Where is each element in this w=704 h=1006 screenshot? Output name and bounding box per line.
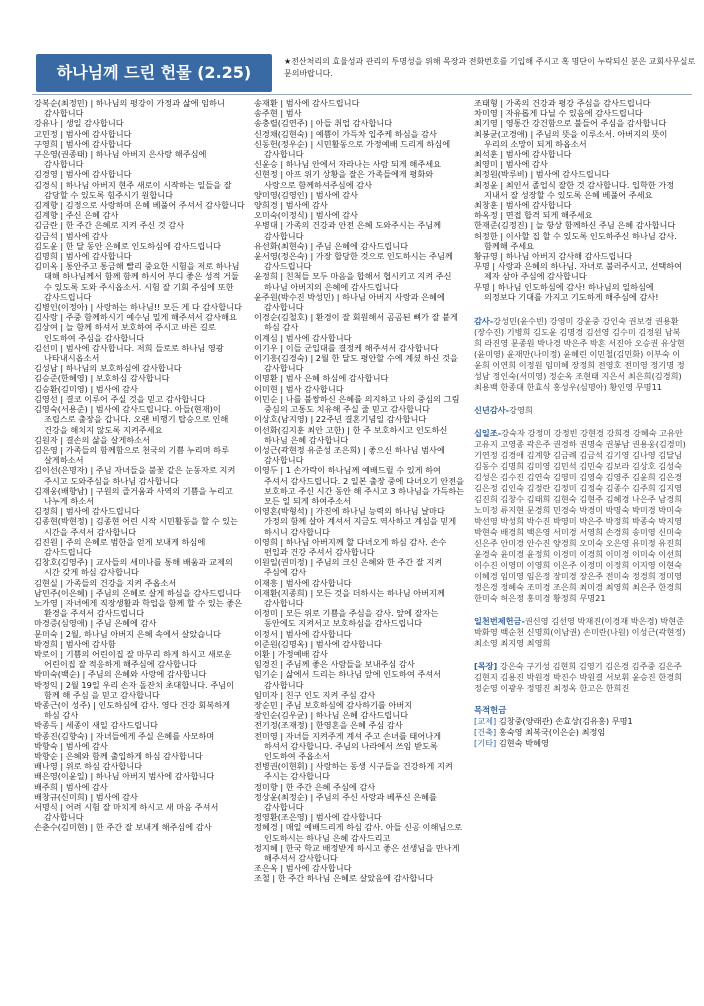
offering-entry: 강복순(최정민) | 하나님의 평강이 가정과 삶에 임하니 감사합니다 [34, 98, 225, 119]
offering-entry: 김상여 | 늘 함께 하셔서 보호하여 주시고 바른 길로 인도하여 주심을 감사합니다 [34, 322, 216, 343]
offering-entry: 최창훈 | 범사에 감사합니다 [474, 200, 572, 211]
offering-entry: 최기영 | 영통간 강건함으로 불들어 주심을 감사합니다 [474, 118, 667, 129]
offering-entry: 차미영 | 자유롭게 다닐 수 있음에 감사드립니다 [474, 108, 643, 119]
offering-entry: 최석훈 | 범사에 감사합니다 [474, 149, 572, 160]
offering-column-2 [254, 98, 466, 998]
offering-entry: 최봉균(고경애) | 주님의 뜻을 이루소서. 아버지의 뜻이 우리의 소망이 되게 하옵소서 [474, 128, 668, 149]
purpose-row [474, 716, 686, 727]
offering-entry: 최정원(박루비) | 범사에 감사드립니다 [474, 169, 610, 180]
offering-entry: 이기흥(김경숙) | 2월 한 달도 평안할 수에 계셨 하신 것을 감사합니다 [254, 353, 458, 374]
offering-entry: 정상윤(최정순) | 주님의 주신 사랑과 베푸신 은혜를 감사합니다 [254, 791, 437, 813]
offering-entry: 신동헌(정우순) | 시민활동으로 가정예배 드리게 하심에 감사합니다 [254, 138, 451, 160]
header [32, 50, 696, 96]
offering-entry: 이영혼(박형석) | 가진에 하나님 능력의 하나님 날마다 가정의 함께 살아 계셔서 지금도 역사하고 계심을 믿게 하시니 감사합니다 [254, 506, 457, 537]
purpose-key: [건축] [474, 727, 497, 738]
offering-entry: 조은옥 | 범사에 감사합니다 [254, 863, 352, 874]
offering-entry: 배주희 | 범사에 감사 [34, 781, 108, 792]
section-body: 강은숙 구기성 김현희 김영기 김은경 김주중 김은주 김현지 김용진 박원경 박진수 박원결 서보휘 윤승진 한경희 정순영 이광우 정명진 최정옥 한고은 한희진 [474, 661, 683, 694]
offering-entry: 이재흥 | 범사에 감사합니다 [254, 577, 352, 588]
offering-entry: 박종근(이 성주) | 인도하심에 감사. 영다 건강 회복하게 하심 감사 [34, 699, 231, 721]
section-head: 일천번제헌금- [474, 616, 525, 627]
offering-entry: 이원일(권미정) | 주님의 크신 은혜와 한 주간 잘 지켜 주심에 감사 [254, 557, 443, 578]
offering-entry: 이영희 | 하나님 아버지께 할 다녀오게 하심 감사. 손수 편입과 건강 주셔서 감사합니다 [254, 536, 447, 557]
offering-entry: 윤주원(박수진 박성민) | 하나님 아버지 사랑과 은혜에 감사합니다 [254, 291, 445, 313]
offering-entry: 김미옥 | 통안주고 통금해 빨리 중요한 시험을 저로 하나님 대해 하나님께서 함께 함께 하시어 부디 좋은 성적 거둘 수 있도록 도와 주시옵소서. 시험 잘 기회 주심에 또한 감사드립니다 [34, 261, 240, 302]
offering-entry: 임기순 | 삶에서 드리는 하나님 앞에 인도하여 주셔서 감사합니다 [254, 669, 442, 690]
offering-entry: 정영환(조은영) | 범사에 감사합니다 [254, 812, 382, 823]
offering-entry: 전병권(이현휘) | 사랑하는 동생 시구들을 건강하게 지켜 주시는 감사합니다 [254, 761, 453, 782]
offering-entry: 배창규(신미희) | 범사에 감사 [34, 791, 138, 802]
section-head: 신년감사- [474, 405, 510, 416]
offering-entry: 최정윤 | 최인서 졸업식 잘한 것 감사합니다. 입학한 가정 지내서 잘 성장할 수 있도록 은혜 베풀어 주세요 [474, 179, 675, 200]
offering-entry: 이기우 | 이들 군입대를 결정케 해주셔서 감사합니다 [254, 342, 439, 353]
offering-entry: 김영선 | 결코 이루어 주실 것을 믿고 감사합니다 [34, 393, 206, 404]
offering-entry: 이상호(남지영) | 22주년 결혼기념일 감사합니다 [254, 414, 427, 425]
offering-entry: 이계심 | 범사에 감사합니다 [254, 332, 352, 343]
offering-entry: 김이선(은명자) | 주님 자녀들을 불꽃 같은 눈동자로 지켜 주시고 도와주심을 하나님 감사합니다 [34, 465, 236, 486]
offering-entry: 우병대 | 가족의 건강과 안전 은혜 도와주시는 주님께 감사합니다 [254, 220, 442, 241]
offering-entry: 김계향 | 김정으로 사랑하며 은혜 베풀어 주셔서 감사합니다 [34, 200, 245, 211]
offering-entry: 문미숙 | 2월, 하나님 아버지 은혜 속에서 살았습니다 [34, 628, 221, 639]
offering-entry: 김창호(김영주) | 교사들의 세미나를 통해 배움과 교제의 시간 갖게 하심 감사합니다 [34, 557, 233, 578]
purpose-value: 김현숙 박혜영 [498, 738, 549, 749]
offering-entry: 이정서 | 범사에 감사합니다 [254, 628, 352, 639]
offering-entry: 이재환(지종희) | 모든 것을 더하시는 하나님 아버지께 감사합니다 [254, 587, 445, 608]
offering-entry: 박향순 | 은혜와 함께 출입하게 하심 감사합니다 [34, 751, 203, 761]
offering-column-3 [474, 98, 686, 998]
offering-entry: 노가영 | 자녀에게 직장생활과 학업을 함께 할 수 있는 좋은 환경을 주셔서 감사드립니다 [34, 597, 243, 619]
offering-entry: 이경순(김철호) | 환경이 잘 회원해서 곰곰된 뼈가 잘 붙게 하심 감사 [254, 312, 458, 333]
offering-entry: 양미영(김영인) | 범사에 감사 [254, 189, 358, 200]
offering-entry: 김정희 | 범사에 감사드립니다 [34, 506, 140, 517]
offering-entry: 김선미 | 범사에 감사합니다. 저희 들로로 하나님 영광 나타내시옵소서 [34, 342, 224, 364]
offering-entry: 김승준(한혜영) | 보호하심 감사합니다 [34, 373, 170, 384]
offering-entry: 김은영 | 가족들의 함께함으로 천국의 기쁨 누리며 하루 살게하소서 [34, 444, 229, 466]
offering-entry: 박정익 | 2월 19일 우리 손자 돌잔치 초대합니다. 주님이 함께 해 주심 을 믿고 감사합니다 [34, 679, 234, 700]
offering-entry: 한재준(김정진) | 늘 항상 함께하신 주님 은혜 감사합니다 [474, 220, 676, 231]
offering-entry: 윤서영(정은숙) | 가장 합당한 것으로 인도하시는 주님께 감사드립니다 [254, 251, 453, 272]
offering-entry: 김명희 | 범사에 감사합니다 [34, 251, 132, 262]
offering-entry: 황규영 | 하나님 아버지 감사해 감사드립니다 [474, 251, 633, 262]
purpose-key: [기타] [474, 738, 497, 749]
offering-entry: 이환 | 가정예배 감사 [254, 648, 328, 659]
offering-entry: 김계향 | 주신 은혜 감사 [34, 210, 119, 221]
page-title: 하나님께 드린 헌물 (2.25) [36, 54, 272, 92]
offering-entry: 박로이 | 기쁨의 어린이집 잘 마무리 하게 하시고 새로운 어린이집 잘 적응하게 해주심에 감사합니다 [34, 648, 232, 670]
offering-entry: 조철 | 한 주간 하나님 은혜로 살았음에 감사합니다 [254, 873, 434, 884]
offering-entry: 이준원(김명옥) | 범사에 감사합니다 [254, 638, 382, 649]
section-cell [474, 661, 686, 694]
purpose-row [474, 727, 686, 738]
offering-entry: 김병인(이정아) | 사랑하는 하나님!! 모든 게 다 감사합니다 [34, 302, 242, 313]
offering-entry: 고민정 | 범사에 감사합니다 [34, 128, 132, 139]
offering-entry: 김재웅(배향남) | 구원의 즐거움과 사역의 기쁨을 누리고 나누게 하소서 [34, 485, 233, 506]
offering-entry: 장인순(김우균) | 하나님 은혜 감사드립니다 [254, 710, 409, 721]
section-newyear [474, 405, 686, 416]
notice-text: ★전산처리의 효율성과 관리의 투명성을 위해 목장과 전화번호를 기입해 주시고 혹 명단이 누락되신 분은 교회사무실로 문의바랍니다. [284, 57, 696, 78]
offering-entry: 김원자 | 결손의 삶을 살게하소서 [34, 434, 150, 445]
offering-entry: 박향숙 | 범사에 감사 [34, 740, 108, 751]
offering-entry: 송충렬(김연주) | 아들 취업 감사합니다 [254, 118, 393, 129]
section-head: 십일조- [474, 428, 502, 439]
section-body: 강숙자 강정미 강정빈 강현경 강희경 강혜숙 고유안 고유지 고영종 곽은주 권경하 권명숙 권봉남 권용웅(김경미) 기연정 김경애 김계향 김금례 김금석 김기영 김나영 김달님 김동수 김명희 김미영 김민석 김민숙 김보라 김상호 김성숙 김성은 김수진 김연숙 김영미 김영숙 김영주 김윤희 김은경 김은정 김인숙 김정란 김정미 김정숙 김종수 김주희 김지영 김진희 김창수 김태희 김현숙 김현주 김혜경 나은주 남경희 노미정 류지현 문경희 민경숙 박경미 박명숙 박미경 박미숙 박선영 박성희 박수진 박영미 박은주 박정희 박종숙 박지영 박현숙 배경희 백은영 서미경 서영희 손경희 송미영 신미숙 신은주 안미경 안수진 양경희 오미숙 오은영 유미정 유진희 윤경숙 윤미경 윤정희 이경미 이경희 이미경 이미숙 이선희 이수진 이영미 이영희 이은주 이정미 이정희 이지영 이현숙 이혜경 임미영 임은정 장미경 장은주 전미숙 정경희 정미영 정은경 정혜숙 조미경 조은희 최미경 최영희 최은주 한경희 한미숙 허은정 홍미경 황정희 무명21 [474, 428, 686, 604]
offering-entry: 구은영(권종태) | 하나님 아버지 은사랑 해주심에 감사합니다 [34, 149, 207, 170]
offering-entry: 김진원 | 주의 은혜로 범한을 얻게 보내게 하심에 감사드립니다 [34, 536, 206, 557]
offering-entry: 정미향 | 한 주간 은혜 주심에 감사 [254, 781, 376, 792]
offering-entry: 김도윤 | 한 달 동안 은혜로 인도하심에 감사드립니다 [34, 240, 222, 251]
section-body: 권신영 김선영 박재진(이경재 박은경) 박현준 박화영 백순천 신명희(이남권) 손미란(나원) 이성근(곽현정) 최소영 최지영 최영희 [474, 616, 686, 649]
section-body: 강성민(윤수빈) 강영미 강윤중 강인숙 권보경 권용환(장수진) 기병희 김도윤 김명경 김선영 김수미 김정원 남복희 라진영 문종원 박나경 박은주 박혼 서진아 오승권 유상현(윤미영) 윤재만(나미정) 윤혜린 이민철(김민화) 이부숙 이윤희 이연희 이정원 임미혜 장정희 전영호 전미영 정기명 정성남 정인숙(서미영) 정순옥 조현태 지은서 최은희(김경희) 최용백 한종대 한효식 홍성우(심명아) 황인영 무명11 [474, 316, 685, 393]
offering-entry: 이영두 | 1 손가락이 하나님께 예배드릴 수 있게 하여 주셔서 감사드립니다. 2 일본 출장 중에 다녀오기 안전을 보호하고 주신 시간 동안 해 주시고 3 하나님을 가득하는 모든 일 되게 하여주소서 [254, 465, 465, 506]
offering-entry: 임미자 | 친구 인도 지켜 주심 감사 [254, 689, 376, 700]
offering-entry: 김금석 | 범사에 감사 [34, 230, 108, 241]
offering-entry: 이선화(김지훈 최안 고한) | 한 주 보호하시고 인도하신 하나님 은혜 감사합니다 [254, 424, 448, 445]
offering-entry: 신윤승 | 하나님 안에서 자라나는 사람 되게 해주세요 [254, 159, 442, 170]
offering-entry: 이민순 | 나를 불쌍하신 은혜를 의지하고 나의 중심의 그림 중심의 고통도 치유해 주실 줄 믿고 감사합니다 [254, 393, 460, 415]
offering-entry: 전기정(조재정) | 한영혼을 은혜 주심 감사 [254, 720, 403, 731]
offering-entry: 양희경 | 범사에 감사 [254, 200, 328, 211]
offering-entry: 박종득 | 세종이 새일 감사드립니다 [34, 720, 158, 731]
offering-column-1 [34, 98, 246, 998]
purpose-offering-title: 목적헌금 [474, 705, 507, 716]
section-1000 [474, 616, 686, 649]
offering-entry: 박미숙(백순) | 주님의 은혜와 사랑에 감사합니다 [34, 669, 207, 680]
offering-entry: 김승환(김미영) | 범사에 감사 [34, 383, 138, 394]
offering-entry: 송재환 | 범사에 감사드립니다 [254, 98, 360, 108]
offering-entry: 김금란 | 한 주간 은혜로 지켜 주신 것 감사 [34, 220, 185, 231]
section-thanks [474, 316, 686, 393]
offering-entry: 최영미 | 범사에 감사 [474, 159, 548, 170]
purpose-value: 홍숙영 최복국(이은순) 최정임 [498, 727, 606, 738]
offering-entry: 하옥정 | 면접 합격 되게 해주세요 [474, 210, 593, 221]
offering-entry: 김경식 | 하나님 아버지 현주 새로이 시작하는 일들을 잘 감당할 수 있도록 힘주시기 원합니다 [34, 179, 232, 200]
offering-entry: 임경진 | 주님께 좋은 사람들을 보내주심 감사 [254, 659, 415, 670]
offering-entry: 정지혜 | 한국 학교 배정받게 하시고 좋은 선생님을 만나게 해주셔서 감사합니다 [254, 842, 460, 864]
offering-entry: 이미현 | 범사 감사합니다 [254, 383, 344, 394]
offering-entry: 전미영 | 자녀들 지켜주게 계셔 주고 손녀를 태어나게 하셔서 감사합니다. 주님의 나라에서 쓰임 받도록 인도하여 주옵소서 [254, 730, 442, 761]
offering-entry: 남민주(이은혜) | 주님의 은혜로 살게 하심을 감사드립니다 [34, 587, 241, 598]
offering-entry: 박종진(김향숙) | 자녀들에게 주실 은혜를 사모하며 [34, 730, 215, 741]
offering-entry: 구영희 | 범사에 감사합니다 [34, 138, 132, 149]
offering-entry: 배나영 | 위로 하심 감사합니다 [34, 761, 143, 772]
offering-entry: 정혜경 | 매일 예배드리게 하심 감사. 아들 신공 이해님으로 인도하시는 하나님 은혜 감사드리고 [254, 822, 463, 843]
purpose-row [474, 738, 686, 749]
offering-entry: 김성남 | 하나님의 보호하심에 감사합니다 [34, 363, 182, 374]
offering-entry: 윤정희 | 친척들 모두 마음을 합해서 협시키고 지켜 주신 하나님 아버지의 은혜에 감사드립니다 [254, 271, 452, 292]
purpose-value: 김창중(양래관) 손효상(김유홍) 무명1 [498, 716, 633, 727]
offering-entry: 김현실 | 가족들의 건강을 지켜 주옵소서 [34, 577, 177, 588]
offering-entry: 신현정 | 아프 위기 상황을 잘은 가족들에게 평화와 사랑으로 함께하셔주심에 감사 [254, 169, 434, 190]
offering-entry: 이명환 | 범사 은혜 하심에 감사합니다 [254, 373, 389, 384]
offering-entry: 신경채(김현숙) | 예쁨이 가득차 입주케 하심을 감사 [254, 128, 437, 139]
column-3-entries [474, 98, 686, 302]
offering-entry: 강유나 | 생일 감사합니다 [34, 118, 124, 129]
offering-entry: 오미숙(이정식) | 범사에 감사 [254, 210, 358, 221]
offering-entry: 장순민 | 주님 보호하심에 감사하기를 아버지 [254, 699, 413, 710]
offering-entry: 무명 | 사랑과 은혜의 하나님. 자녀로 불러주시고, 선택하여 제자 삼아 주심에 감사합니다 [474, 261, 683, 282]
offering-entry: 마경증(심영애) | 주님 은혜에 감사 [34, 618, 157, 629]
offering-entry: 배은영(이윤일) | 하나님 아버지 범사에 감사합니다 [34, 771, 215, 782]
offering-entry: 유선화(최현숙) | 주님 은혜에 감사드립니다 [254, 240, 409, 251]
offering-entry: 이정미 | 모든 위로 기쁨을 주심을 감사. 앞에 잘자는 동안에도 지켜서고 보호하심을 감사드립니다 [254, 608, 439, 629]
offering-entry: 송주현 | 범사 [254, 108, 302, 119]
offering-entry: 허정한 | 이사할 집 할 수 있도록 인도하주신 하나님 감사. 함께해 주세요 [474, 230, 677, 251]
section-head: 감사- [474, 316, 494, 327]
offering-entry: 김사랑 | 주중 함께하시기 예수님 밀게 해주셔서 감사해요 [34, 312, 237, 323]
offering-entry: 김종현(박현정) | 김종현 어린 시작 시민활동을 할 수 있는 시간을 주셔서 감사합니다 [34, 516, 238, 537]
offering-entry: 손춘수(김미현) | 한 주간 잘 보내게 해주심에 감사 [34, 822, 212, 833]
offering-entry: 무명 | 하나님 인도하심에 감사! 하나님의 일하심에 의정보다 기대를 가지고 기도하게 해주심에 감사! [474, 281, 659, 302]
offering-entry: 이성근(곽현정 유준성 조은희) | 좋으신 하나님 범사에 감사합니다 [254, 444, 445, 466]
offering-entry: 김경영 | 범사에 감사합니다 [34, 169, 132, 180]
offering-entry: 김영숙(서용준) | 범사에 감사드립니다. 아들(현재)이 조립스로 출장을 갑니다. 오랜 비행기 탑승으로 인해 건강을 해치지 않도록 지켜주세요 [34, 404, 229, 435]
section-head: [목장] [474, 661, 498, 672]
purpose-key: [교제] [474, 716, 497, 727]
offering-entry: 조태형 | 가족의 건강과 평강 주심을 감사드립니다 [474, 98, 651, 108]
section-tithe [474, 428, 686, 604]
offering-entry: 서명식 | 어려 시험 잘 마치게 하시고 새 마음 주셔서 감사합니다 [34, 802, 219, 823]
header-divider [32, 94, 692, 95]
section-body: 강영희 [509, 405, 533, 416]
offering-entry: 박경희 | 범사에 감사함 [34, 638, 116, 649]
